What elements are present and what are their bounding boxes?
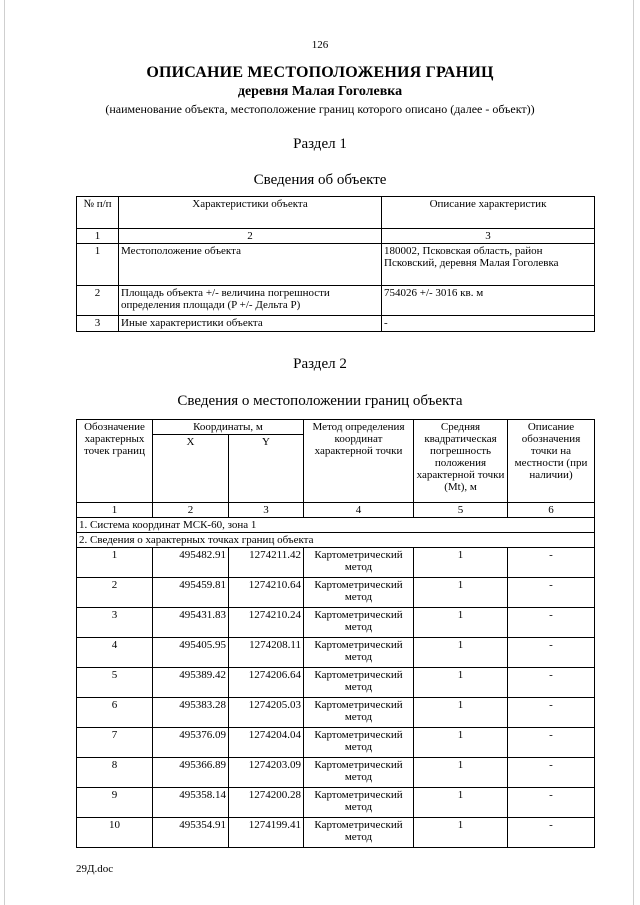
table-row [77, 244, 595, 286]
table-row [77, 668, 595, 698]
coord-y: 1274205.03 [229, 698, 304, 728]
col-number: 1 [77, 503, 153, 518]
point-number: 3 [77, 608, 153, 638]
point-number: 9 [77, 788, 153, 818]
points-body [77, 548, 595, 848]
row-characteristic: Местоположение объекта [119, 244, 382, 286]
error-cell: 1 [414, 608, 508, 638]
coord-y: 1274211.42 [229, 548, 304, 578]
table-row [77, 698, 595, 728]
coordinate-system-row [77, 518, 595, 533]
error-cell: 1 [414, 638, 508, 668]
method-cell: Картометрический метод [304, 578, 414, 608]
footer-filename: 29Д.doc [76, 863, 114, 875]
section2-title: Сведения о местоположении границ объекта [177, 393, 463, 409]
table-row [77, 548, 595, 578]
header-point-description: Описание обозначения точки на местности (при наличии) [508, 420, 595, 503]
point-description: - [508, 818, 595, 848]
boundary-points-table [76, 419, 595, 848]
header-error: Средняя квадратическая погрешность положения характерной точки (Mt), м [414, 420, 508, 503]
table-row [77, 788, 595, 818]
point-number: 1 [77, 548, 153, 578]
point-number: 7 [77, 728, 153, 758]
document-title: ОПИСАНИЕ МЕСТОПОЛОЖЕНИЯ ГРАНИЦ [146, 64, 494, 81]
coord-x: 495459.81 [153, 578, 229, 608]
coord-y: 1274204.04 [229, 728, 304, 758]
coordinate-system: 1. Система координат МСК-60, зона 1 [77, 518, 595, 533]
column-number-row [77, 503, 595, 518]
error-cell: 1 [414, 818, 508, 848]
coord-y: 1274210.24 [229, 608, 304, 638]
method-cell: Картометрический метод [304, 638, 414, 668]
error-cell: 1 [414, 728, 508, 758]
points-header-row [77, 533, 595, 548]
coord-x: 495366.89 [153, 758, 229, 788]
coord-x: 495389.42 [153, 668, 229, 698]
object-name: деревня Малая Гоголевка [237, 84, 403, 99]
col-number: 6 [508, 503, 595, 518]
column-number-row [77, 229, 595, 244]
header-characteristics: Характеристики объекта [119, 197, 382, 229]
error-cell: 1 [414, 578, 508, 608]
header-num: № п/п [77, 197, 119, 229]
row-characteristic: Площадь объекта +/- величина погрешности определения площади (P +/- Дельта P) [119, 286, 382, 316]
point-description: - [508, 638, 595, 668]
coord-x: 495383.28 [153, 698, 229, 728]
point-number: 2 [77, 578, 153, 608]
row-description: - [382, 316, 595, 332]
error-cell: 1 [414, 788, 508, 818]
table-row [77, 758, 595, 788]
header-x: X [153, 435, 229, 503]
table-row [77, 578, 595, 608]
header-y: Y [229, 435, 304, 503]
coord-x: 495405.95 [153, 638, 229, 668]
coord-y: 1274206.64 [229, 668, 304, 698]
error-cell: 1 [414, 548, 508, 578]
section2-heading: Раздел 2 [293, 356, 347, 372]
table-row [77, 608, 595, 638]
col-number: 3 [229, 503, 304, 518]
row-characteristic: Иные характеристики объекта [119, 316, 382, 332]
coord-y: 1274200.28 [229, 788, 304, 818]
header-method: Метод определения координат характерной точки [304, 420, 414, 503]
coord-y: 1274210.64 [229, 578, 304, 608]
coord-x: 495354.91 [153, 818, 229, 848]
col-number: 2 [119, 229, 382, 244]
method-cell: Картометрический метод [304, 698, 414, 728]
coord-x: 495431.83 [153, 608, 229, 638]
point-description: - [508, 608, 595, 638]
object-info-table [76, 196, 595, 332]
col-number: 5 [414, 503, 508, 518]
error-cell: 1 [414, 698, 508, 728]
method-cell: Картометрический метод [304, 818, 414, 848]
table-row [77, 286, 595, 316]
table-header-row [77, 420, 595, 435]
method-cell: Картометрический метод [304, 608, 414, 638]
table-row [77, 728, 595, 758]
section1-title: Сведения об объекте [253, 172, 387, 188]
coord-y: 1274208.11 [229, 638, 304, 668]
method-cell: Картометрический метод [304, 668, 414, 698]
point-number: 8 [77, 758, 153, 788]
point-description: - [508, 788, 595, 818]
points-header: 2. Сведения о характерных точках границ объекта [77, 533, 595, 548]
point-description: - [508, 548, 595, 578]
point-description: - [508, 758, 595, 788]
point-description: - [508, 698, 595, 728]
coord-y: 1274199.41 [229, 818, 304, 848]
point-number: 4 [77, 638, 153, 668]
col-number: 4 [304, 503, 414, 518]
col-number: 1 [77, 229, 119, 244]
row-num: 3 [77, 316, 119, 332]
page-number: 126 [311, 39, 329, 51]
point-description: - [508, 728, 595, 758]
header-description: Описание характеристик [382, 197, 595, 229]
header-coordinates: Координаты, м [153, 420, 304, 435]
table-row [77, 818, 595, 848]
method-cell: Картометрический метод [304, 758, 414, 788]
row-description: 754026 +/- 3016 кв. м [382, 286, 595, 316]
error-cell: 1 [414, 668, 508, 698]
coord-x: 495482.91 [153, 548, 229, 578]
point-number: 10 [77, 818, 153, 848]
method-cell: Картометрический метод [304, 728, 414, 758]
method-cell: Картометрический метод [304, 548, 414, 578]
row-description: 180002, Псковская область, район Псковский, деревня Малая Гоголевка [382, 244, 595, 286]
point-description: - [508, 578, 595, 608]
coord-x: 495376.09 [153, 728, 229, 758]
point-description: - [508, 668, 595, 698]
header-designation: Обозначение характерных точек границ [77, 420, 153, 503]
coord-x: 495358.14 [153, 788, 229, 818]
section1-heading: Раздел 1 [293, 136, 347, 152]
document-subtitle: (наименование объекта, местоположение границ которого описано (далее - объект)) [105, 102, 535, 116]
point-number: 6 [77, 698, 153, 728]
table-row [77, 638, 595, 668]
coord-y: 1274203.09 [229, 758, 304, 788]
point-number: 5 [77, 668, 153, 698]
method-cell: Картометрический метод [304, 788, 414, 818]
table-row [77, 316, 595, 332]
col-number: 2 [153, 503, 229, 518]
row-num: 1 [77, 244, 119, 286]
col-number: 3 [382, 229, 595, 244]
table-header-row [77, 197, 595, 229]
error-cell: 1 [414, 758, 508, 788]
row-num: 2 [77, 286, 119, 316]
